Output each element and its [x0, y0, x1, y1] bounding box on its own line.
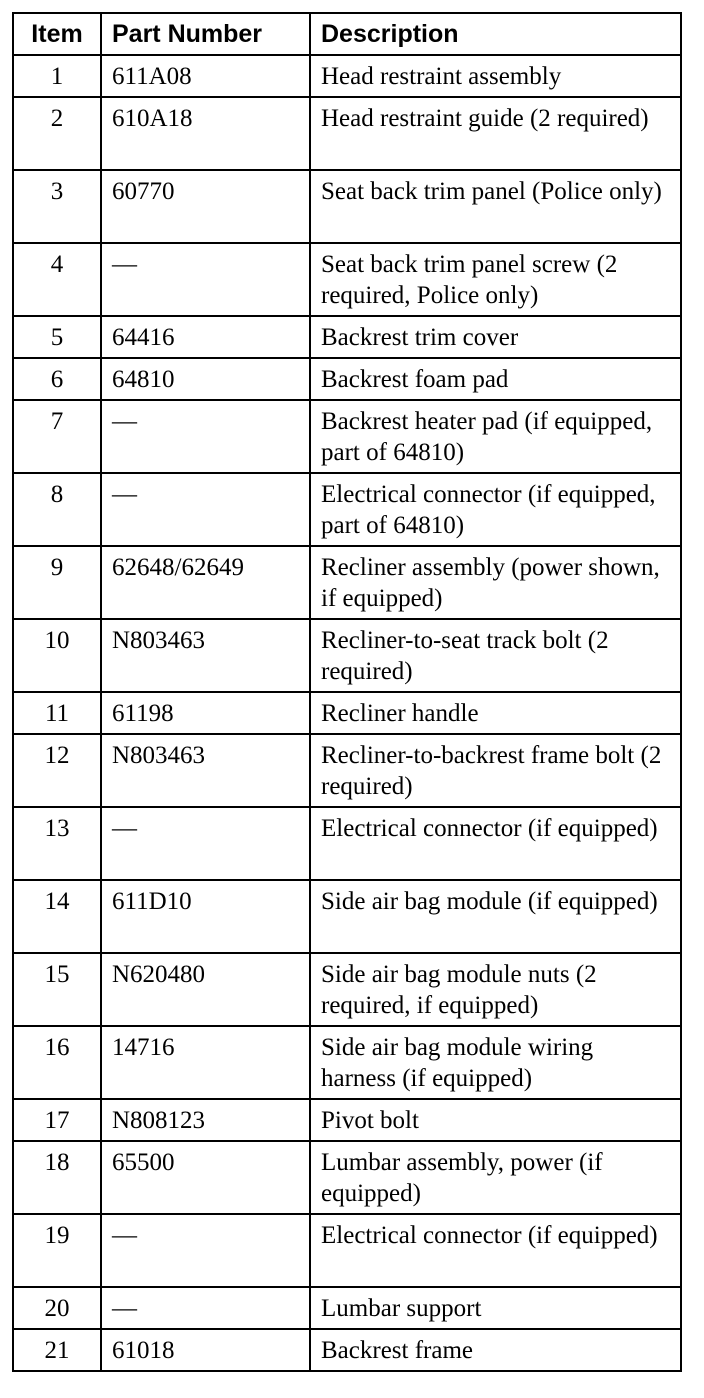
- part-number-cell: 64416: [101, 316, 310, 358]
- part-number-cell: N803463: [101, 734, 310, 807]
- table-row: [13, 619, 681, 692]
- part-number-cell: —: [101, 473, 310, 546]
- description-cell: Recliner assembly (power shown, if equipped): [310, 546, 681, 619]
- description-cell: Electrical connector (if equipped, part of 64810): [310, 473, 681, 546]
- item-cell: 1: [13, 55, 101, 97]
- item-cell: 5: [13, 316, 101, 358]
- description-cell: Recliner-to-seat track bolt (2 required): [310, 619, 681, 692]
- description-cell: Backrest frame: [310, 1329, 681, 1371]
- table-row: [13, 1141, 681, 1214]
- table-row: [13, 55, 681, 97]
- description-cell: Backrest trim cover: [310, 316, 681, 358]
- item-cell: 13: [13, 807, 101, 880]
- table-row: [13, 1287, 681, 1329]
- table-row: [13, 1099, 681, 1141]
- item-cell: 16: [13, 1026, 101, 1099]
- item-cell: 4: [13, 243, 101, 316]
- table-row: [13, 692, 681, 734]
- item-cell: 17: [13, 1099, 101, 1141]
- table-row: [13, 1329, 681, 1371]
- item-cell: 11: [13, 692, 101, 734]
- description-cell: Electrical connector (if equipped): [310, 807, 681, 880]
- item-cell: 2: [13, 97, 101, 170]
- table-row: [13, 358, 681, 400]
- item-cell: 8: [13, 473, 101, 546]
- part-number-cell: N803463: [101, 619, 310, 692]
- description-cell: Recliner handle: [310, 692, 681, 734]
- description-cell: Backrest foam pad: [310, 358, 681, 400]
- item-cell: 9: [13, 546, 101, 619]
- item-cell: 6: [13, 358, 101, 400]
- table-row: [13, 807, 681, 880]
- description-cell: Electrical connector (if equipped): [310, 1214, 681, 1287]
- description-cell: Pivot bolt: [310, 1099, 681, 1141]
- part-number-cell: 610A18: [101, 97, 310, 170]
- description-cell: Lumbar assembly, power (if equipped): [310, 1141, 681, 1214]
- part-number-cell: 65500: [101, 1141, 310, 1214]
- item-cell: 21: [13, 1329, 101, 1371]
- item-cell: 14: [13, 880, 101, 953]
- item-cell: 18: [13, 1141, 101, 1214]
- table-row: [13, 170, 681, 243]
- table-row: [13, 400, 681, 473]
- part-number-cell: —: [101, 400, 310, 473]
- part-number-cell: —: [101, 1214, 310, 1287]
- part-number-cell: N808123: [101, 1099, 310, 1141]
- part-number-cell: —: [101, 1287, 310, 1329]
- description-cell: Recliner-to-backrest frame bolt (2 required): [310, 734, 681, 807]
- table-row: [13, 97, 681, 170]
- item-cell: 7: [13, 400, 101, 473]
- parts-table: [12, 12, 682, 1372]
- table-row: [13, 880, 681, 953]
- description-cell: Seat back trim panel screw (2 required, Police only): [310, 243, 681, 316]
- part-number-cell: 62648/62649: [101, 546, 310, 619]
- description-cell: Lumbar support: [310, 1287, 681, 1329]
- header-part-number: Part Number: [101, 13, 310, 55]
- part-number-cell: —: [101, 807, 310, 880]
- item-cell: 20: [13, 1287, 101, 1329]
- item-cell: 19: [13, 1214, 101, 1287]
- part-number-cell: 61198: [101, 692, 310, 734]
- table-row: [13, 546, 681, 619]
- part-number-cell: N620480: [101, 953, 310, 1026]
- table-row: [13, 243, 681, 316]
- description-cell: Side air bag module wiring harness (if equipped): [310, 1026, 681, 1099]
- item-cell: 15: [13, 953, 101, 1026]
- part-number-cell: —: [101, 243, 310, 316]
- part-number-cell: 611A08: [101, 55, 310, 97]
- table-row: [13, 1026, 681, 1099]
- part-number-cell: 60770: [101, 170, 310, 243]
- table-row: [13, 1214, 681, 1287]
- header-row: [13, 13, 681, 55]
- description-cell: Side air bag module nuts (2 required, if equipped): [310, 953, 681, 1026]
- description-cell: Side air bag module (if equipped): [310, 880, 681, 953]
- description-cell: Seat back trim panel (Police only): [310, 170, 681, 243]
- item-cell: 10: [13, 619, 101, 692]
- table-row: [13, 734, 681, 807]
- item-cell: 3: [13, 170, 101, 243]
- item-cell: 12: [13, 734, 101, 807]
- table-row: [13, 473, 681, 546]
- description-cell: Head restraint guide (2 required): [310, 97, 681, 170]
- part-number-cell: 61018: [101, 1329, 310, 1371]
- header-description: Description: [310, 13, 681, 55]
- header-item: Item: [13, 13, 101, 55]
- part-number-cell: 64810: [101, 358, 310, 400]
- table-row: [13, 953, 681, 1026]
- part-number-cell: 14716: [101, 1026, 310, 1099]
- part-number-cell: 611D10: [101, 880, 310, 953]
- description-cell: Head restraint assembly: [310, 55, 681, 97]
- description-cell: Backrest heater pad (if equipped, part of 64810): [310, 400, 681, 473]
- table-row: [13, 316, 681, 358]
